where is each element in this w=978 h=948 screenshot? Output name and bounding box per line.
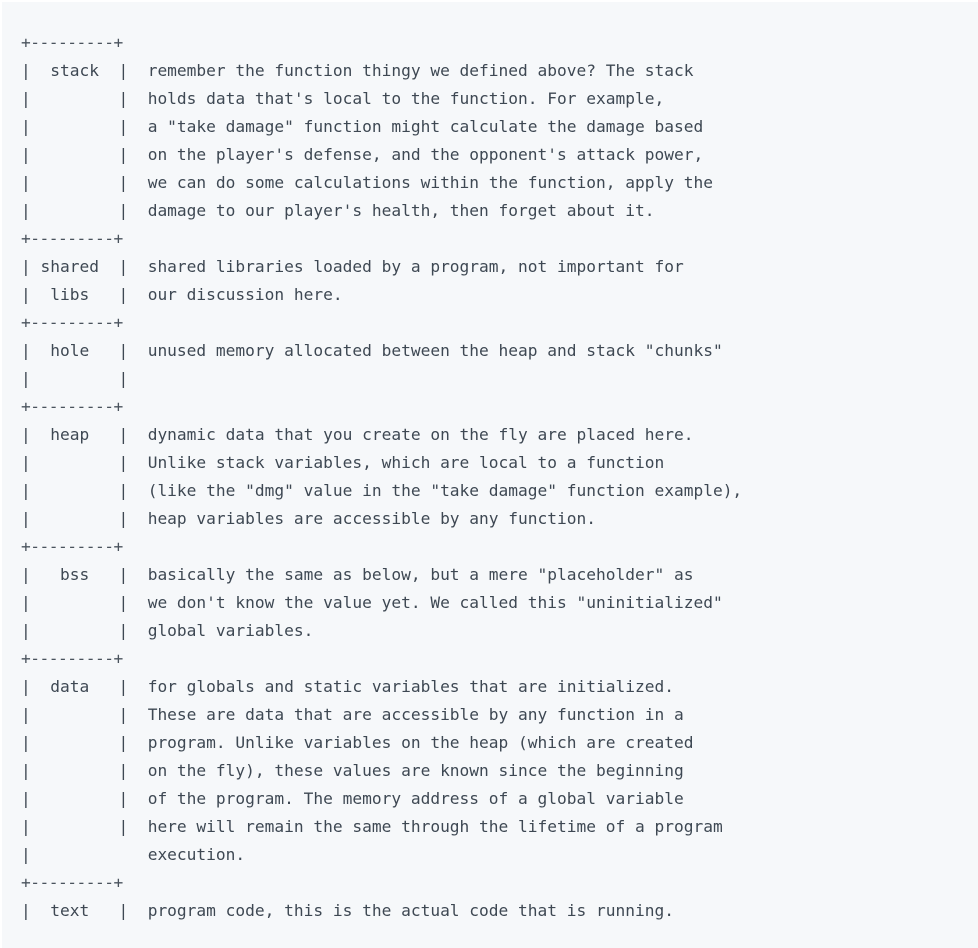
segment-border-line: +---------+ bbox=[21, 33, 123, 52]
text-line-1: | text | program code, this is the actual code that is running. bbox=[21, 901, 674, 920]
stack-line-3: | | a "take damage" function might calculate the damage based bbox=[21, 117, 704, 136]
segment-border-line: +---------+ bbox=[21, 537, 123, 556]
segment-border-line: +---------+ bbox=[21, 229, 123, 248]
data-line-1: | data | for globals and static variables that are initialized. bbox=[21, 677, 674, 696]
bss-line-2: | | we don't know the value yet. We called this "uninitialized" bbox=[21, 593, 723, 612]
stack-line-2: | | holds data that's local to the function. For example, bbox=[21, 89, 665, 108]
segment-border-line: +---------+ bbox=[21, 313, 123, 332]
segment-border-line: +---------+ bbox=[21, 873, 123, 892]
shared-libs-line-2: | libs | our discussion here. bbox=[21, 285, 343, 304]
segment-border-line: +---------+ bbox=[21, 649, 123, 668]
stack-line-6: | | damage to our player's health, then forget about it. bbox=[21, 201, 655, 220]
memory-layout-diagram bbox=[21, 29, 742, 925]
data-line-4: | | on the fly), these values are known since the beginning bbox=[21, 761, 684, 780]
heap-line-2: | | Unlike stack variables, which are local to a function bbox=[21, 453, 665, 472]
shared-libs-line-1: | shared | shared libraries loaded by a program, not important for bbox=[21, 257, 684, 276]
data-line-3: | | program. Unlike variables on the heap (which are created bbox=[21, 733, 694, 752]
heap-line-1: | heap | dynamic data that you create on the fly are placed here. bbox=[21, 425, 694, 444]
bss-line-3: | | global variables. bbox=[21, 621, 314, 640]
heap-line-3: | | (like the "dmg" value in the "take damage" function example), bbox=[21, 481, 743, 500]
stack-line-5: | | we can do some calculations within the function, apply the bbox=[21, 173, 713, 192]
segment-border-line: +---------+ bbox=[21, 397, 123, 416]
stack-line-1: | stack | remember the function thingy we defined above? The stack bbox=[21, 61, 694, 80]
code-block bbox=[2, 2, 978, 948]
data-line-6: | | here will remain the same through the lifetime of a program bbox=[21, 817, 723, 836]
hole-line-2: | | bbox=[21, 369, 129, 388]
heap-line-4: | | heap variables are accessible by any function. bbox=[21, 509, 596, 528]
data-line-7: | execution. bbox=[21, 845, 246, 864]
hole-line-1: | hole | unused memory allocated between the heap and stack "chunks" bbox=[21, 341, 723, 360]
stack-line-4: | | on the player's defense, and the opponent's attack power, bbox=[21, 145, 704, 164]
data-line-2: | | These are data that are accessible by any function in a bbox=[21, 705, 684, 724]
bss-line-1: | bss | basically the same as below, but a mere "placeholder" as bbox=[21, 565, 694, 584]
data-line-5: | | of the program. The memory address of a global variable bbox=[21, 789, 684, 808]
